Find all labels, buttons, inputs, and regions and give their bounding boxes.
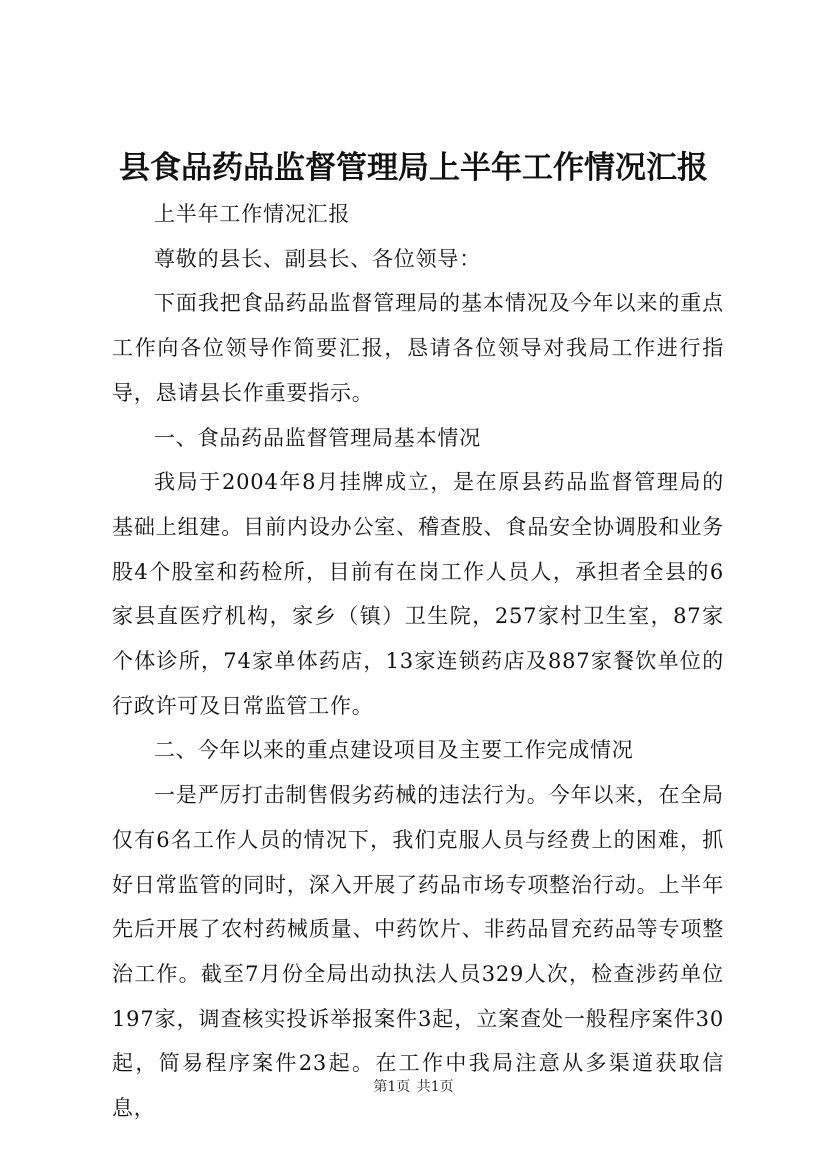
paragraph-basic-info: 我局于2004年8月挂牌成立，是在原县药品监督管理局的基础上组建。目前内设办公室、稽查股、食品安全协调股和业务股4个股室和药检所，目前有在岗工作人员人，承担者全县的6家县直医疗机构，家乡（镇）卫生院，257家村卫生室，87家个体诊所，74家单体药店，13家连锁药店及887家餐饮单位的行政许可及日常监管工作。 (112, 470, 724, 718)
document-body (112, 192, 724, 1131)
page-footer (0, 1077, 827, 1097)
paragraph-enforcement: 一是严厉打击制售假劣药械的违法行为。今年以来，在全局仅有6名工作人员的情况下，我们克服人员与经费上的困难，抓好日常监管的同时，深入开展了药品市场专项整治行动。上半年先后开展了农村药械质量、中药饮片、非药品冒充药品等专项整治工作。截至7月份全局出动执法人员329人次，检查涉药单位197家，调查核实投诉举报案件3起，立案查处一般程序案件30起，简易程序案件23起。在工作中我局注意从多渠道获取信息， (112, 783, 724, 1121)
paragraph-subtitle: 上半年工作情况汇报 (154, 202, 351, 226)
paragraph-salutation: 尊敬的县长、副县长、各位领导： (154, 246, 481, 271)
section-heading-key-projects: 二、今年以来的重点建设项目及主要工作完成情况 (154, 738, 634, 763)
page-total: 共1页 (416, 1079, 454, 1095)
page-number: 第1页 (373, 1079, 411, 1095)
paragraph-introduction: 下面我把食品药品监督管理局的基本情况及今年以来的重点工作向各位领导作简要汇报，恳请各位领导对我局工作进行指导，恳请县长作重要指示。 (112, 291, 724, 405)
document-title: 县食品药品监督管理局上半年工作情况汇报 (119, 150, 708, 186)
section-heading-basic-info: 一、食品药品监督管理局基本情况 (154, 425, 481, 450)
